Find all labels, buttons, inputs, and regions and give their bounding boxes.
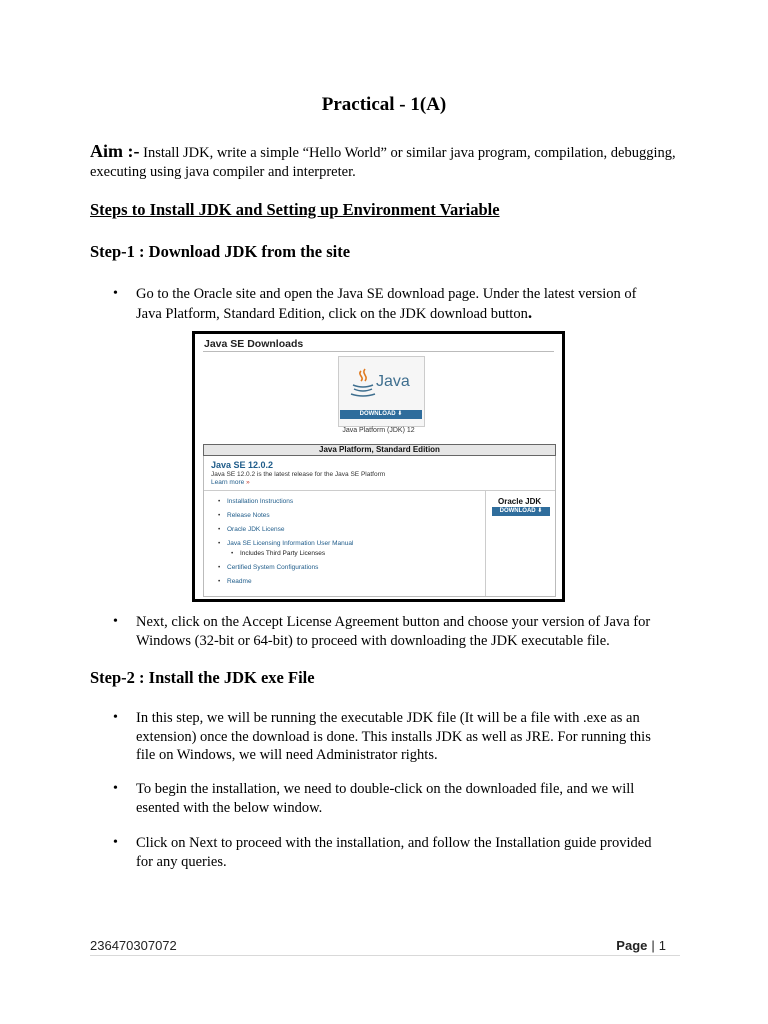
oracle-jdk-download-button[interactable]: DOWNLOAD ⬇: [492, 507, 550, 516]
bullet-text: Click on Next to proceed with the installation, and follow the Installation guide provided for any queries.: [136, 835, 652, 870]
oracle-jdk-label: Oracle JDK: [498, 497, 542, 506]
java-caption: Java Platform (JDK) 12: [342, 427, 415, 434]
page-number: 1: [658, 938, 666, 953]
resource-links: [218, 497, 353, 591]
screenshot-heading: Java SE Downloads: [204, 338, 304, 350]
step1-bullet-1: [113, 285, 663, 323]
bullet-period: .: [527, 302, 533, 322]
link-oracle-jdk-license[interactable]: • Oracle JDK License: [218, 525, 353, 539]
aim-text: Install JDK, write a simple “Hello World” or similar java program, compilation, debugging, executing using java compiler and interpreter.: [90, 145, 676, 180]
divider: [485, 490, 486, 596]
link-certified-configs[interactable]: • Certified System Configurations: [218, 563, 353, 577]
step2-bullet-2: [113, 780, 663, 817]
bullet-text: In this step, we will be running the executable JDK file (It will be a file with .exe as an extension) once the download is done. This installs JDK as well as JRE. For running this file on Windows, we will need Administrator rights.: [136, 710, 651, 763]
se-description: Java SE 12.0.2 is the latest release for the Java SE Platform: [211, 471, 386, 478]
bullet-text: To begin the installation, we need to double-click on the downloaded file, and we will esented with the below window.: [136, 781, 635, 816]
footer-divider: [90, 955, 680, 956]
java-se-downloads-screenshot: [192, 331, 565, 602]
platform-panel: [203, 456, 556, 597]
separator: |: [651, 938, 655, 953]
bullet-text: Next, click on the Accept License Agreement button and choose your version of Java for Windows (32-bit or 64-bit) to proceed with downloading the JDK executable file.: [136, 614, 651, 649]
step2-heading: Step-2 : Install the JDK exe File: [90, 668, 315, 687]
se-version-title: Java SE 12.0.2: [211, 460, 274, 470]
divider: [204, 490, 555, 491]
steps-heading: Steps to Install JDK and Setting up Environment Variable: [90, 200, 500, 219]
bullet-dot: •: [113, 835, 118, 850]
sublink-third-party: • Includes Third Party Licenses: [218, 549, 353, 563]
divider: [203, 351, 554, 352]
java-wordmark: Java: [376, 373, 410, 390]
page-title: Practical - 1(A): [321, 94, 447, 115]
link-readme[interactable]: • Readme: [218, 577, 353, 591]
link-licensing-manual[interactable]: • Java SE Licensing Information User Manual: [218, 539, 353, 549]
bullet-dot: •: [113, 614, 118, 629]
arrow-icon: »: [246, 479, 250, 486]
aim-label: Aim :-: [90, 141, 140, 161]
link-installation-instructions[interactable]: • Installation Instructions: [218, 497, 353, 511]
jdk-download-button[interactable]: DOWNLOAD ⬇: [340, 410, 422, 419]
step2-bullet-3: [113, 834, 663, 871]
platform-bar: Java Platform, Standard Edition: [203, 444, 556, 456]
footer-id: 236470307072: [90, 938, 177, 953]
step1-bullet-2: [113, 613, 663, 650]
bullet-dot: •: [113, 286, 118, 301]
step2-bullet-1: [113, 709, 663, 765]
step1-heading: Step-1 : Download JDK from the site: [90, 242, 351, 261]
footer-page-number: [616, 938, 666, 953]
bullet-dot: •: [113, 710, 118, 725]
bullet-dot: •: [113, 781, 118, 796]
link-release-notes[interactable]: • Release Notes: [218, 511, 353, 525]
learn-more-link[interactable]: Learn more »: [211, 479, 250, 486]
bullet-text: Go to the Oracle site and open the Java SE download page. Under the latest version of Java Platform, Standard Edition, click on the JDK download button: [136, 286, 637, 322]
page-label: Page: [616, 938, 648, 953]
aim-paragraph: [90, 142, 690, 182]
